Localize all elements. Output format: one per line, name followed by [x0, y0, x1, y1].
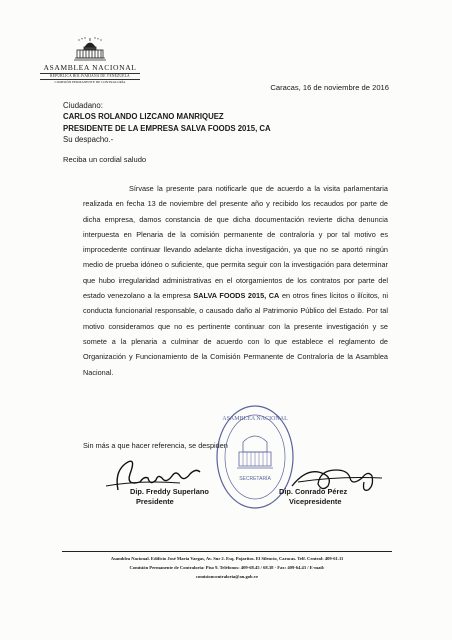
- commission-name: COMISIÓN PERMANENTE DE CONTRALORÍA: [54, 80, 126, 84]
- signatory-1-role: Presidente: [136, 497, 174, 506]
- letter-date: Caracas, 16 de noviembre de 2016: [270, 83, 389, 92]
- recipient-block: [63, 100, 271, 146]
- closing-line: Sin más a que hacer referencia, se despiden: [83, 441, 228, 450]
- signatory-1-name: Dip. Freddy Superlano: [130, 487, 209, 496]
- footer-address: Asamblea Nacional. Edificio José María Vargas, Av. Sur 2. Esq. Pajaritos. El Silencio, Caracas. Telf. Central: 409-61.11: [110, 556, 344, 561]
- letter-footer: [62, 554, 392, 581]
- signatory-1: [130, 487, 209, 507]
- capitol-building-icon: [73, 36, 107, 62]
- greeting: Reciba un cordial saludo: [63, 155, 147, 164]
- letter-body: [83, 181, 388, 380]
- signatory-2-name: Dip. Conrado Pérez: [279, 487, 348, 496]
- recipient-name: CARLOS ROLANDO LIZCANO MANRIQUEZ: [63, 112, 224, 122]
- signatory-2-role: Vicepresidente: [289, 497, 342, 506]
- seal-text: ASAMBLEA NACIONAL: [222, 416, 288, 422]
- body-paragraph-1: Sírvase la presente para notificarle que de acuerdo a la visita parlamentaria realizada en fecha 13 de noviembre del presente año y recibido los recaudos por parte de dicha empresa, damos constancia de que dicha documentación revierte dicha denuncia interpuesta en Plenaria de la comisión permanente de contraloría y por tal motivo es improcedente continuar llevando adelante dicha investigación, ya que no se aportó ningún medio de prueba idóneo o suficiente, que permita seguir con la investigación para determinar que hubo irregularidad administrativas en el otorgamientos de los contratos por parte del estado venezolano a la empresa: [83, 184, 388, 301]
- company-name: SALVA FOODS 2015, CA: [193, 291, 280, 301]
- signatory-2: [279, 487, 347, 507]
- institution-name: ASAMBLEA NACIONAL: [43, 63, 137, 72]
- body-paragraph-2: en otros fines lícitos o ilícitos, ni conducta funcionarial responsable, o causado daño al Patrimonio Público del Estado. Por tal motivo consideramos que no es pertinente continuar con la presente investigación y se somete a la plenaria a culminar de acuerdo con lo que establece el reglamento de Organización y Funcionamiento de la Comisión Permanente de Contraloría de la Asamblea Nacional.: [83, 291, 388, 377]
- institution-subtitle: REPÚBLICA BOLIVARIANA DE VENEZUELA: [40, 73, 140, 80]
- footer-email: comisioncontraloria@an.gob.ve: [195, 574, 259, 579]
- seal-inner-text: SECRETARÍA: [239, 476, 271, 482]
- recipient-salutation: Ciudadano:: [63, 101, 103, 110]
- footer-divider: [62, 551, 392, 552]
- footer-phones: Comisión Permanente de Contraloría: Piso 9. Teléfonos: 409-68.45 / 68.38 - Fax: 409-64.43 / E-mail:: [129, 565, 325, 570]
- recipient-closing: Su despacho.-: [63, 135, 114, 145]
- recipient-position: PRESIDENTE DE LA EMPRESA SALVA FOODS 2015, CA: [63, 123, 271, 133]
- letterhead: [40, 36, 140, 85]
